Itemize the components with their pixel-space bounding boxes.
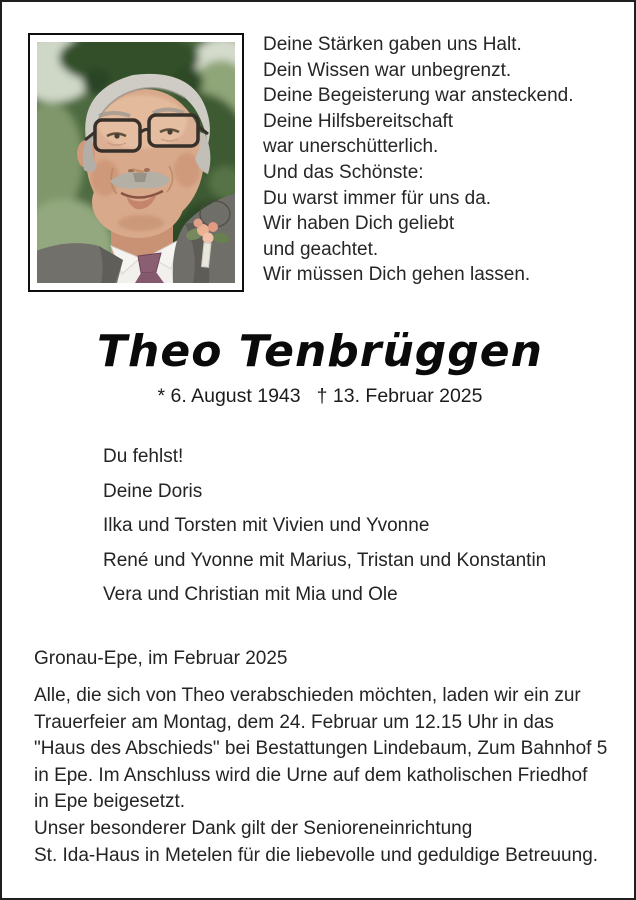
family-line: Ilka und Torsten mit Vivien und Yvonne <box>103 515 430 536</box>
funeral-invitation <box>34 683 607 816</box>
invitation-line: in Epe beigesetzt. <box>34 791 186 813</box>
deceased-name: Theo Tenbrüggen <box>97 326 543 377</box>
thanks-line: St. Ida-Haus in Metelen für die liebevolle und geduldige Betreuung. <box>34 844 599 866</box>
poem-line: Deine Hilfsbereitschaft <box>263 110 454 132</box>
family-line: Du fehlst! <box>103 446 184 467</box>
poem-line: war unerschütterlich. <box>263 136 439 158</box>
invitation-line: Alle, die sich von Theo verabschieden möchten, laden wir ein zur <box>34 685 581 706</box>
birth-date: * 6. August 1943 <box>157 385 301 407</box>
chin-shadow <box>118 215 164 231</box>
poem-line: und geachtet. <box>263 238 379 260</box>
portrait-photo-frame <box>28 33 244 292</box>
death-date: † 13. Februar 2025 <box>316 385 483 407</box>
poem-line: Wir haben Dich geliebt <box>263 213 455 235</box>
poem-line: Und das Schönste: <box>263 161 424 183</box>
family-line: Vera und Christian mit Mia und Ole <box>103 584 398 605</box>
thanks-line: Unser besonderer Dank gilt der Senioreneinrichtung <box>34 818 473 839</box>
poem-line: Dein Wissen war unbegrenzt. <box>263 59 512 81</box>
family-list <box>103 440 546 613</box>
life-dates <box>2 385 636 408</box>
family-line: Deine Doris <box>103 480 203 502</box>
invitation-line: "Haus des Abschieds" bei Bestattungen Lindebaum, Zum Bahnhof 5 <box>34 738 608 760</box>
poem-line: Deine Stärken gaben uns Halt. <box>263 34 522 55</box>
poem <box>263 32 574 288</box>
poem-line: Du warst immer für uns da. <box>263 187 492 209</box>
invitation-line: Trauerfeier am Montag, dem 24. Februar um 12.15 Uhr in das <box>34 711 554 733</box>
family-line: René und Yvonne mit Marius, Tristan und Konstantin <box>103 549 547 571</box>
invitation-line: in Epe. Im Anschluss wird die Urne auf dem katholischen Friedhof <box>34 764 588 786</box>
place-date: Gronau-Epe, im Februar 2025 <box>34 648 288 669</box>
poem-line: Deine Begeisterung war ansteckend. <box>263 85 574 107</box>
portrait-photo <box>37 42 235 283</box>
poem-line: Wir müssen Dich gehen lassen. <box>263 264 531 286</box>
thanks-note <box>34 816 598 869</box>
